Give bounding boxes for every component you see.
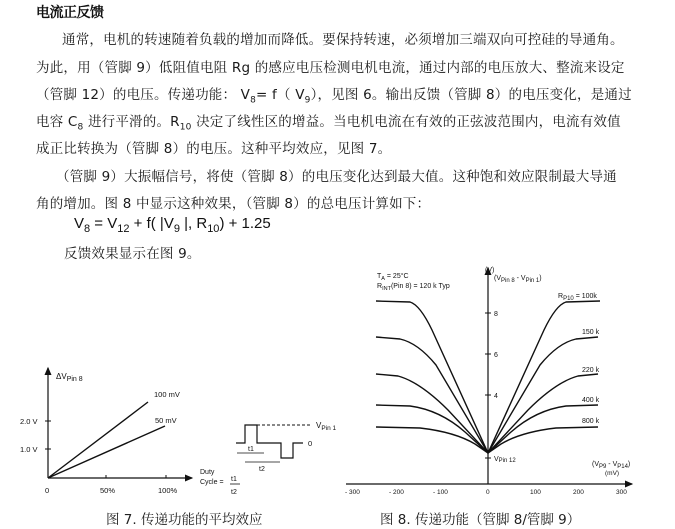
text: |, R xyxy=(179,215,208,232)
curve-label-400k: 400 k xyxy=(582,397,600,404)
voltage-formula xyxy=(74,215,271,235)
subscript: 10 xyxy=(207,223,220,235)
subscript: 8 xyxy=(77,122,84,133)
curve-label-800k: 800 k xyxy=(582,418,600,425)
x-tick-300: 300 xyxy=(616,489,627,496)
x-axis-label-cycle: Cycle = xyxy=(200,479,224,486)
curve-label-220k: 220 k xyxy=(582,367,600,374)
condition-rint: $R_{INT}(Pin$ 8) = 120 k Typ xyxy=(377,283,450,292)
x-axis-unit: (mV) xyxy=(605,470,620,477)
y-axis-unit: (V) xyxy=(485,267,495,274)
fraction-denominator: t2 xyxy=(231,489,237,496)
series-label-100mv: 100 mV xyxy=(154,390,180,399)
paragraph-2-line-2: 角的增加。图 8 中显示这种效果，（管脚 8）的总电压计算如下： xyxy=(36,196,431,212)
y-tick-1v: 1.0 V xyxy=(20,445,38,454)
subscript: 8 xyxy=(84,223,91,235)
paragraph-1-line-5: 成正比转换为（管脚 8）的电压。这种平均效应，见图 7。 xyxy=(36,141,392,157)
subscript: 9 xyxy=(304,95,311,106)
paragraph-1-line-2: 为此，用（管脚 9）低阻值电阻 Rg 的感应电压检测电机电流，通过内部的电压放大、整流来设定 xyxy=(36,60,625,76)
y-axis-label: (VPin 8 - VPin 1) xyxy=(494,275,542,284)
x-axis-label: (VP9 - VP14) xyxy=(592,461,631,470)
subscript: 9 xyxy=(173,223,180,235)
fraction-numerator: t1 xyxy=(231,476,237,483)
y-tick-4: 4 xyxy=(494,393,498,400)
x-tick-200: 200 xyxy=(573,489,584,496)
paragraph-1-line-3 xyxy=(36,83,632,106)
x-tick-100: 100 xyxy=(530,489,541,496)
paragraph-1-line-4 xyxy=(36,110,621,133)
text: = V xyxy=(90,215,118,232)
figure-8-caption: 图 8. 传递功能（管脚 8/管脚 9） xyxy=(380,512,581,528)
y-axis-label: ΔVPin 8 xyxy=(56,372,83,383)
text: V xyxy=(74,215,85,232)
figure-7-chart xyxy=(0,360,340,500)
subscript: 10 xyxy=(179,122,192,133)
text: + f( |V xyxy=(129,215,174,232)
x-tick-50: 50% xyxy=(100,486,116,495)
figure-8-chart xyxy=(340,255,675,500)
pulse-vpin-label: $V_{Pin 1}$ xyxy=(316,421,337,432)
pulse-zero-label: 0 xyxy=(308,439,313,448)
paragraph-3: 反馈效果显示在图 9。 xyxy=(64,246,201,262)
pulse-t1-label: t1 xyxy=(248,446,254,453)
series-label-50mv: 50 mV xyxy=(155,416,177,425)
section-heading: 电流正反馈 xyxy=(36,5,104,21)
x-axis-label-duty: Duty xyxy=(200,469,215,476)
x-tick-100: 100% xyxy=(158,486,178,495)
vpin12-label: VPin 12 xyxy=(494,456,516,464)
curve-label-100k: RP10 = 100k xyxy=(558,293,597,302)
text: 进行平滑的。R xyxy=(83,114,180,130)
y-tick-8: 8 xyxy=(494,311,498,318)
x-tick-minus200: - 200 xyxy=(389,489,404,496)
y-tick-2v: 2.0 V xyxy=(20,417,38,426)
text: 电容 C xyxy=(36,114,78,130)
text: 决定了线性区的增益。当电机电流在有效的正弦波范围内，电流有效值 xyxy=(191,114,621,130)
x-tick-minus100: - 100 xyxy=(433,489,448,496)
subscript: 12 xyxy=(117,223,130,235)
x-tick-0: 0 xyxy=(45,486,50,495)
text: ) + 1.25 xyxy=(219,215,271,232)
subscript: 8 xyxy=(250,95,257,106)
text: （管脚 12）的电压。传递功能： V xyxy=(36,87,251,103)
pulse-t2-label: t2 xyxy=(259,466,265,473)
figure-7-caption: 图 7. 传递功能的平均效应 xyxy=(106,512,263,528)
x-tick-0: 0 xyxy=(486,489,490,496)
condition-temperature: $T_A = 25^\circ C$ xyxy=(377,273,409,282)
text: ），见图 6。输出反馈（管脚 8）的电压变化，是通过 xyxy=(310,87,632,103)
text: = f（ V xyxy=(256,87,305,103)
paragraph-2-line-1: （管脚 9）大振幅信号，将使（管脚 8）的电压变化达到最大值。这种饱和效应限制最大导通 xyxy=(56,169,617,185)
y-tick-6: 6 xyxy=(494,352,498,359)
paragraph-1-line-1: 通常，电机的转速随着负载的增加而降低。要保持转速，必须增加三端双向可控硅的导通角。 xyxy=(62,32,624,48)
curve-label-150k: 150 k xyxy=(582,329,600,336)
x-tick-minus300: - 300 xyxy=(345,489,360,496)
